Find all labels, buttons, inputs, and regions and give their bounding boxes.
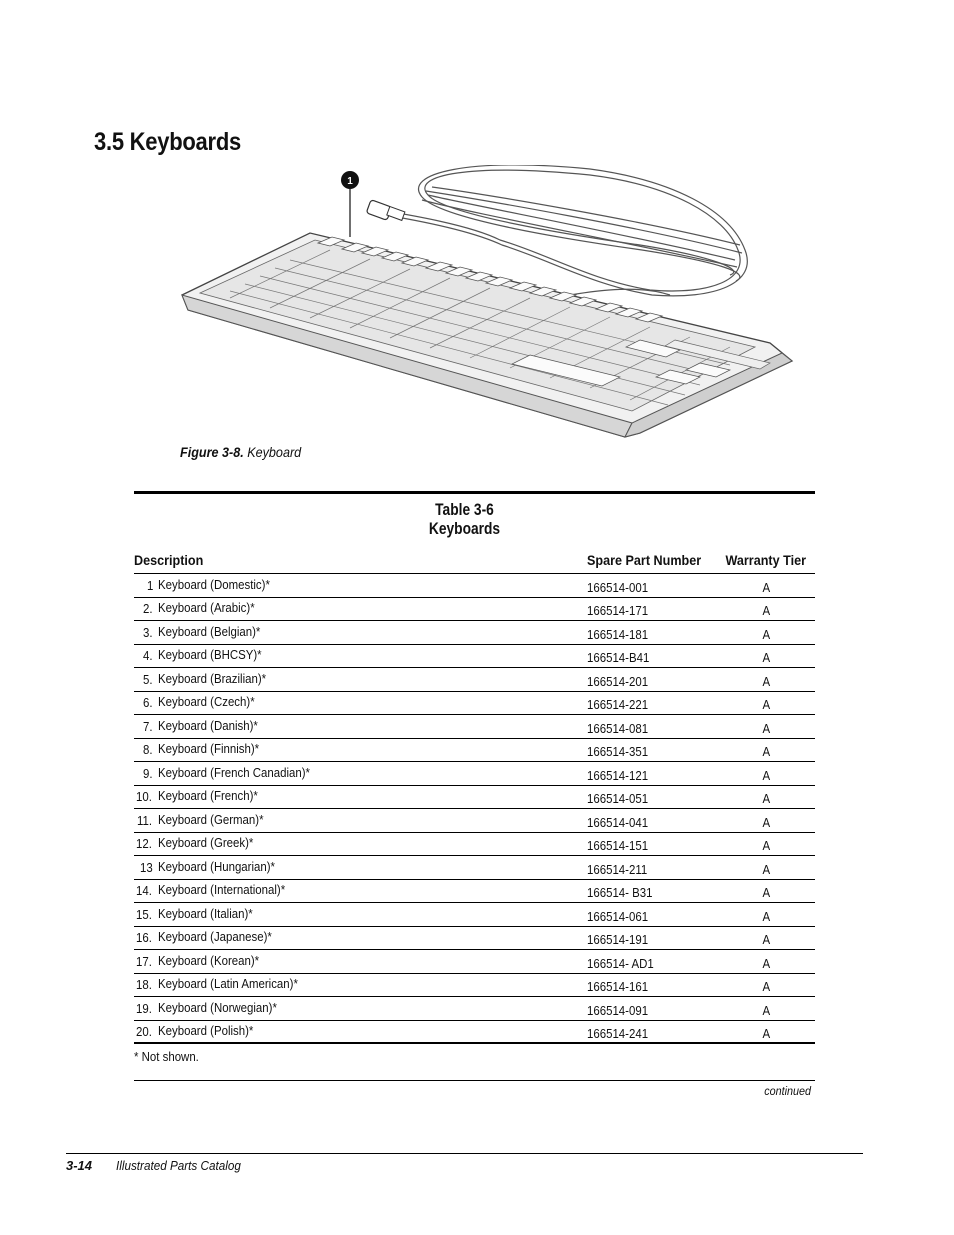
- item-description: Keyboard (French)*: [158, 788, 258, 804]
- cell-warranty-tier: A: [762, 908, 770, 924]
- item-number: 7.: [143, 718, 153, 734]
- figure-caption: [180, 444, 301, 460]
- cell-description: [134, 860, 587, 875]
- cell-warranty-tier: A: [762, 955, 770, 971]
- cell-spare-part-number: 166514-061: [587, 908, 649, 924]
- item-number: 11.: [136, 812, 152, 828]
- item-number: 6.: [143, 695, 153, 711]
- cell-warranty-tier: A: [762, 744, 770, 760]
- keyboards-table: [134, 491, 815, 1098]
- item-description: Keyboard (Danish)*: [158, 717, 258, 733]
- cell-description: [134, 930, 587, 945]
- item-number: 8.: [143, 742, 153, 758]
- cell-description: [134, 625, 587, 640]
- cell-description: [134, 883, 587, 898]
- keyboard-illustration: [170, 165, 800, 445]
- table-row: [134, 574, 815, 598]
- cell-spare-part-number: 166514-091: [587, 1002, 649, 1018]
- cell-spare-part-number: 166514- B31: [587, 885, 653, 901]
- cell-warranty-tier: A: [762, 697, 770, 713]
- cell-spare-part-number: 166514-181: [587, 626, 649, 642]
- cell-spare-part-number: 166514-191: [587, 932, 649, 948]
- table-footnote: [134, 1044, 815, 1080]
- table-number: Table 3-6: [435, 500, 494, 519]
- item-description: Keyboard (Belgian)*: [158, 623, 261, 639]
- item-description: Keyboard (Brazilian)*: [158, 670, 267, 686]
- item-number: 4.: [143, 648, 153, 664]
- table-row: [134, 762, 815, 786]
- table-title: Keyboards: [428, 519, 501, 538]
- item-description: Keyboard (German)*: [158, 811, 264, 827]
- table-row: [134, 997, 815, 1021]
- item-description: Keyboard (Norwegian)*: [158, 999, 277, 1015]
- item-number: 12.: [135, 836, 152, 852]
- cell-spare-part-number: 166514-241: [587, 1025, 649, 1041]
- item-description: Keyboard (Japanese)*: [158, 929, 272, 945]
- cell-spare-part-number: 166514-001: [587, 579, 649, 595]
- item-description: Keyboard (French Canadian)*: [158, 764, 310, 780]
- footnote-text: * Not shown.: [134, 1049, 199, 1064]
- cell-description: [134, 954, 587, 969]
- item-number: 13: [139, 859, 153, 875]
- section-title: 3.5 Keyboards: [94, 128, 241, 156]
- cell-spare-part-number: 166514-351: [587, 744, 649, 760]
- cell-warranty-tier: A: [762, 650, 770, 666]
- table-row: [134, 1021, 815, 1045]
- item-number: 1: [146, 577, 154, 593]
- table-row: [134, 598, 815, 622]
- header-description: Description: [134, 552, 204, 568]
- cell-spare-part-number: 166514-121: [587, 767, 649, 783]
- cell-warranty-tier: A: [762, 814, 770, 830]
- continued-note: [134, 1080, 815, 1098]
- caption-text: Keyboard: [243, 444, 302, 460]
- cell-description: [134, 1001, 587, 1016]
- item-number: 17.: [135, 953, 152, 969]
- cell-description: [134, 907, 587, 922]
- table-row: [134, 621, 815, 645]
- table-row: [134, 950, 815, 974]
- cell-warranty-tier: A: [762, 932, 770, 948]
- cell-spare-part-number: 166514-151: [587, 838, 649, 854]
- cell-spare-part-number: 166514-051: [587, 791, 649, 807]
- cell-description: [134, 719, 587, 734]
- table-body: [134, 574, 815, 1044]
- cell-description: [134, 742, 587, 757]
- table-row: [134, 833, 815, 857]
- item-number: 14.: [135, 883, 152, 899]
- cell-warranty-tier: A: [762, 579, 770, 595]
- cell-warranty-tier: A: [762, 838, 770, 854]
- table-row: [134, 903, 815, 927]
- item-number: 9.: [143, 765, 153, 781]
- cell-spare-part-number: 166514- AD1: [587, 955, 654, 971]
- keyboard-figure: [170, 165, 800, 445]
- cell-spare-part-number: 166514-B41: [587, 650, 650, 666]
- cell-warranty-tier: A: [762, 603, 770, 619]
- table-row: [134, 880, 815, 904]
- item-description: Keyboard (Czech)*: [158, 694, 255, 710]
- caption-label: Figure 3-8.: [180, 444, 244, 460]
- table-header-row: [134, 546, 815, 574]
- cell-warranty-tier: A: [762, 720, 770, 736]
- cell-spare-part-number: 166514-161: [587, 979, 649, 995]
- cell-spare-part-number: 166514-171: [587, 603, 649, 619]
- cell-description: [134, 789, 587, 804]
- cell-description: [134, 695, 587, 710]
- cell-warranty-tier: A: [762, 791, 770, 807]
- cell-warranty-tier: A: [762, 885, 770, 901]
- item-number: 18.: [135, 977, 152, 993]
- cell-spare-part-number: 166514-221: [587, 697, 649, 713]
- table-row: [134, 692, 815, 716]
- table-row: [134, 715, 815, 739]
- cell-warranty-tier: A: [762, 626, 770, 642]
- item-description: Keyboard (Latin American)*: [158, 976, 298, 992]
- header-spare-part-number: Spare Part Number: [587, 552, 702, 568]
- cell-description: [134, 648, 587, 663]
- cell-description: [134, 578, 587, 593]
- item-number: 15.: [135, 906, 152, 922]
- page-number: 3-14: [66, 1158, 93, 1173]
- item-number: 10.: [135, 789, 152, 805]
- table-row: [134, 856, 815, 880]
- cell-description: [134, 813, 587, 828]
- item-description: Keyboard (Arabic)*: [158, 600, 255, 616]
- cell-description: [134, 766, 587, 781]
- cell-description: [134, 977, 587, 992]
- cell-warranty-tier: A: [762, 1025, 770, 1041]
- cell-description: [134, 672, 587, 687]
- item-description: Keyboard (International)*: [158, 882, 286, 898]
- cell-description: [134, 836, 587, 851]
- cell-description: [134, 601, 587, 616]
- continued-text: continued: [764, 1084, 811, 1098]
- book-title: Illustrated Parts Catalog: [116, 1158, 241, 1173]
- item-number: 2.: [143, 601, 153, 617]
- item-description: Keyboard (Polish)*: [158, 1022, 254, 1038]
- callout-number: 1: [347, 176, 353, 187]
- table-heading: [134, 494, 815, 538]
- cell-spare-part-number: 166514-201: [587, 673, 649, 689]
- item-description: Keyboard (Finnish)*: [158, 741, 260, 757]
- item-number: 19.: [135, 1000, 152, 1016]
- item-description: Keyboard (Domestic)*: [158, 576, 270, 592]
- page-footer: [66, 1153, 863, 1173]
- table-row: [134, 645, 815, 669]
- table-row: [134, 809, 815, 833]
- item-description: Keyboard (Hungarian)*: [158, 858, 276, 874]
- table-row: [134, 739, 815, 763]
- item-number: 5.: [143, 671, 153, 687]
- item-number: 16.: [135, 930, 152, 946]
- cell-warranty-tier: A: [762, 1002, 770, 1018]
- table-row: [134, 668, 815, 692]
- item-description: Keyboard (Italian)*: [158, 905, 253, 921]
- item-description: Keyboard (Greek)*: [158, 835, 254, 851]
- cell-warranty-tier: A: [762, 861, 770, 877]
- cell-warranty-tier: A: [762, 767, 770, 783]
- table-row: [134, 786, 815, 810]
- item-number: 20.: [135, 1023, 152, 1039]
- table-row: [134, 974, 815, 998]
- cell-spare-part-number: 166514-211: [587, 861, 648, 877]
- item-number: 3.: [143, 624, 153, 640]
- cell-spare-part-number: 166514-081: [587, 720, 649, 736]
- header-warranty-tier: Warranty Tier: [725, 552, 807, 568]
- table-row: [134, 927, 815, 951]
- cell-warranty-tier: A: [762, 673, 770, 689]
- cell-spare-part-number: 166514-041: [587, 814, 649, 830]
- item-description: Keyboard (BHCSY)*: [158, 647, 262, 663]
- cell-warranty-tier: A: [762, 979, 770, 995]
- item-description: Keyboard (Korean)*: [158, 952, 260, 968]
- cell-description: [134, 1024, 587, 1039]
